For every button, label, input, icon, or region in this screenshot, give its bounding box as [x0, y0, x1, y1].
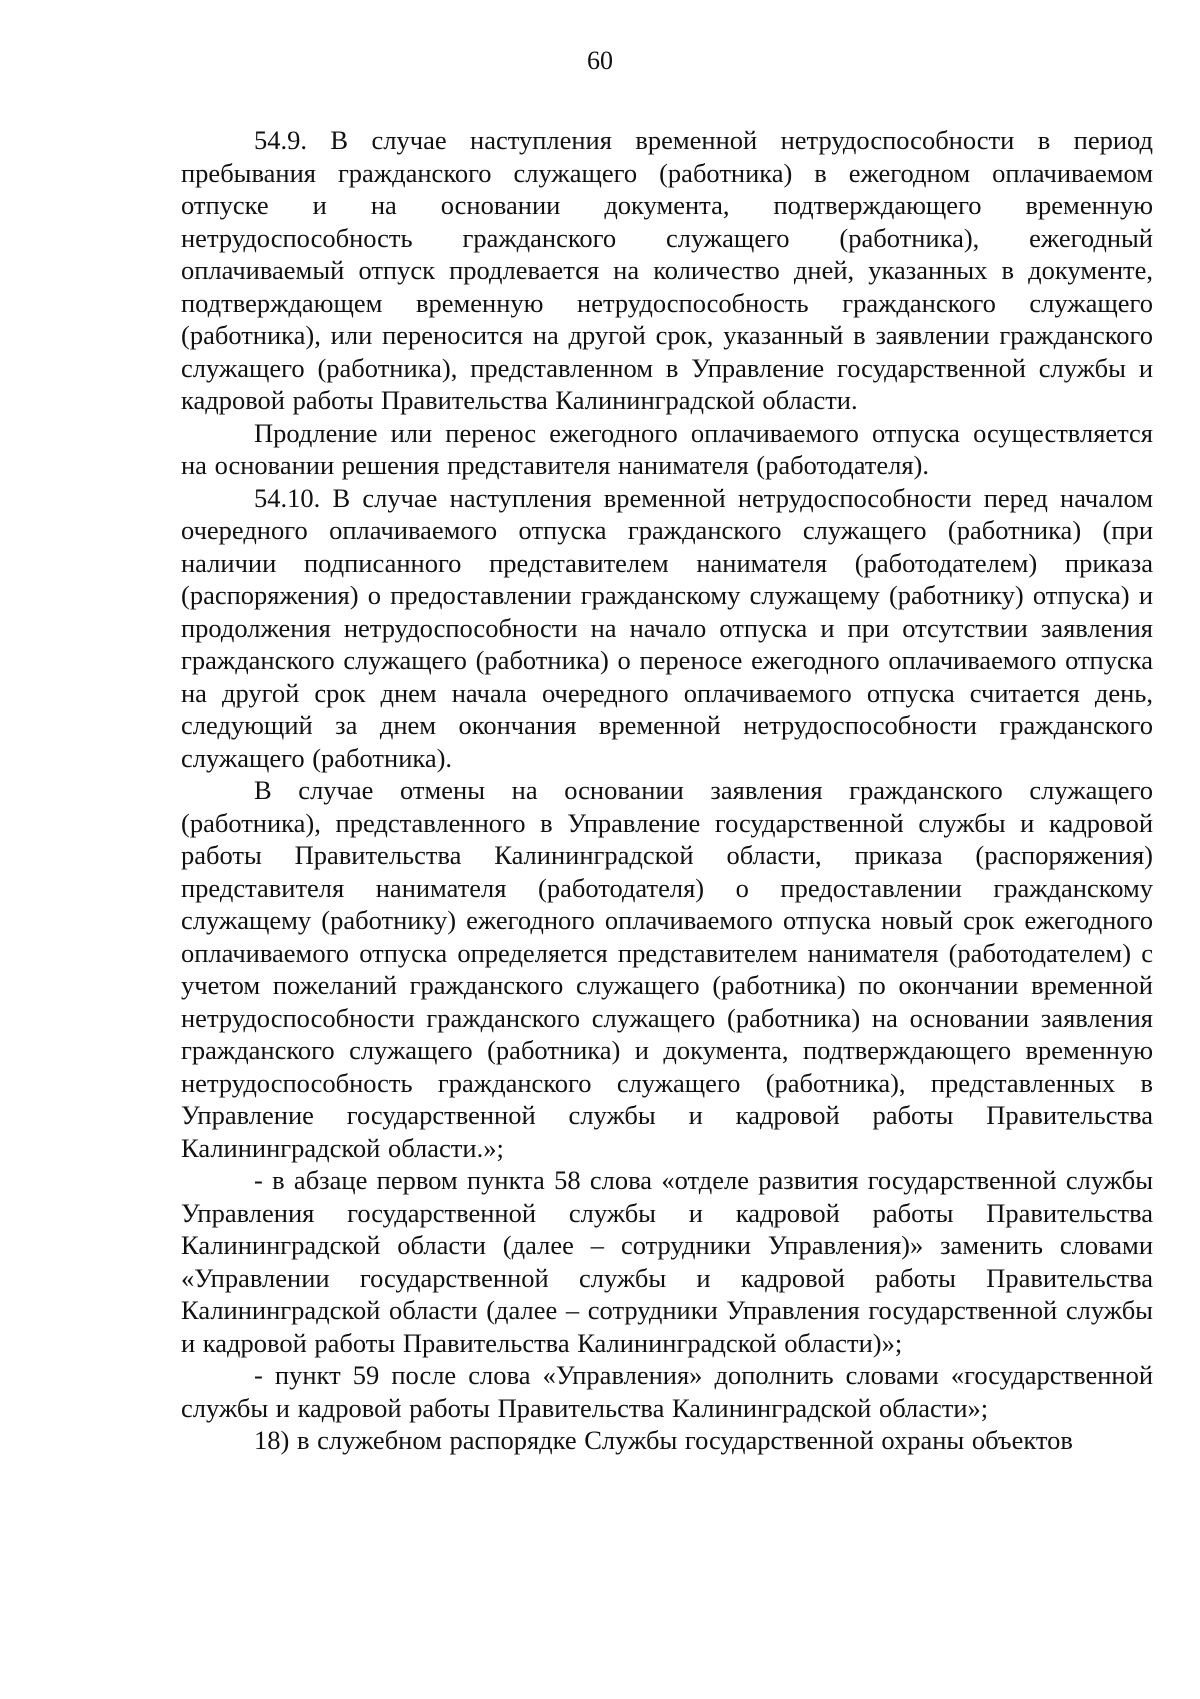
paragraph-item-59: - пункт 59 после слова «Управления» дополнить словами «государственной службы и кадровой работы Правительства Калининградской области»; [181, 1360, 1153, 1423]
paragraph-cancellation: В случае отмены на основании заявления гражданского служащего (работника), представленного в Управление государственной службы и кадровой работы Правительства Калининградской области, приказа (распоряжения) представителя нанимателя (работодателя) о предоставлении гражданскому служащему (работнику) ежегодного оплачиваемого отпуска новый срок ежегодного оплачиваемого отпуска определяется представителем нанимателя (работодателем) с учетом пожеланий гражданского служащего (работника) по окончании временной нетрудоспособности гражданского служащего (работника) на основании заявления гражданского служащего (работника) и документа, подтверждающего временную нетрудоспособность гражданского служащего (работника), представленных в Управление государственной службы и кадровой работы Правительства Калининградской области.»; [181, 775, 1153, 1163]
paragraph-54-10: 54.10. В случае наступления временной нетрудоспособности перед началом очередного оплачиваемого отпуска гражданского служащего (работника) (при наличии подписанного представителем нанимателя (работодателем) приказа (распоряжения) о предоставлении гражданскому служащему (работнику) отпуска) и продолжения нетрудоспособности на начало отпуска и при отсутствии заявления гражданского служащего (работника) о переносе ежегодного оплачиваемого отпуска на другой срок днем начала очередного оплачиваемого отпуска считается день, следующий за днем окончания временной нетрудоспособности гражданского служащего (работника). [181, 482, 1153, 773]
paragraph-item-18: 18) в служебном распорядке Службы государственной охраны объектов [254, 1425, 1073, 1455]
document-body [181, 124, 1153, 1457]
page-number: 60 [587, 46, 613, 75]
paragraph-item-58: - в абзаце первом пункта 58 слова «отделе развития государственной службы Управления государственной службы и кадровой работы Правительства Калининградской области (далее – сотрудники Управления)» заменить словами «Управлении государственной службы и кадровой работы Правительства Калининградской области (далее – сотрудники Управления государственной службы и кадровой работы Правительства Калининградской области)»; [181, 1165, 1153, 1358]
paragraph-54-9: 54.9. В случае наступления временной нетрудоспособности в период пребывания гражданского служащего (работника) в ежегодном оплачиваемом отпуске и на основании документа, подтверждающего временную нетрудоспособность гражданского служащего (работника), ежегодный оплачиваемый отпуск продлевается на количество дней, указанных в документе, подтверждающем временную нетрудоспособность гражданского служащего (работника), или переносится на другой срок, указанный в заявлении гражданского служащего (работника), представленном в Управление государственной службы и кадровой работы Правительства Калининградской области. [181, 125, 1153, 415]
paragraph-extension-transfer: Продление или перенос ежегодного оплачиваемого отпуска осуществляется на основании решения представителя нанимателя (работодателя). [181, 417, 1153, 480]
